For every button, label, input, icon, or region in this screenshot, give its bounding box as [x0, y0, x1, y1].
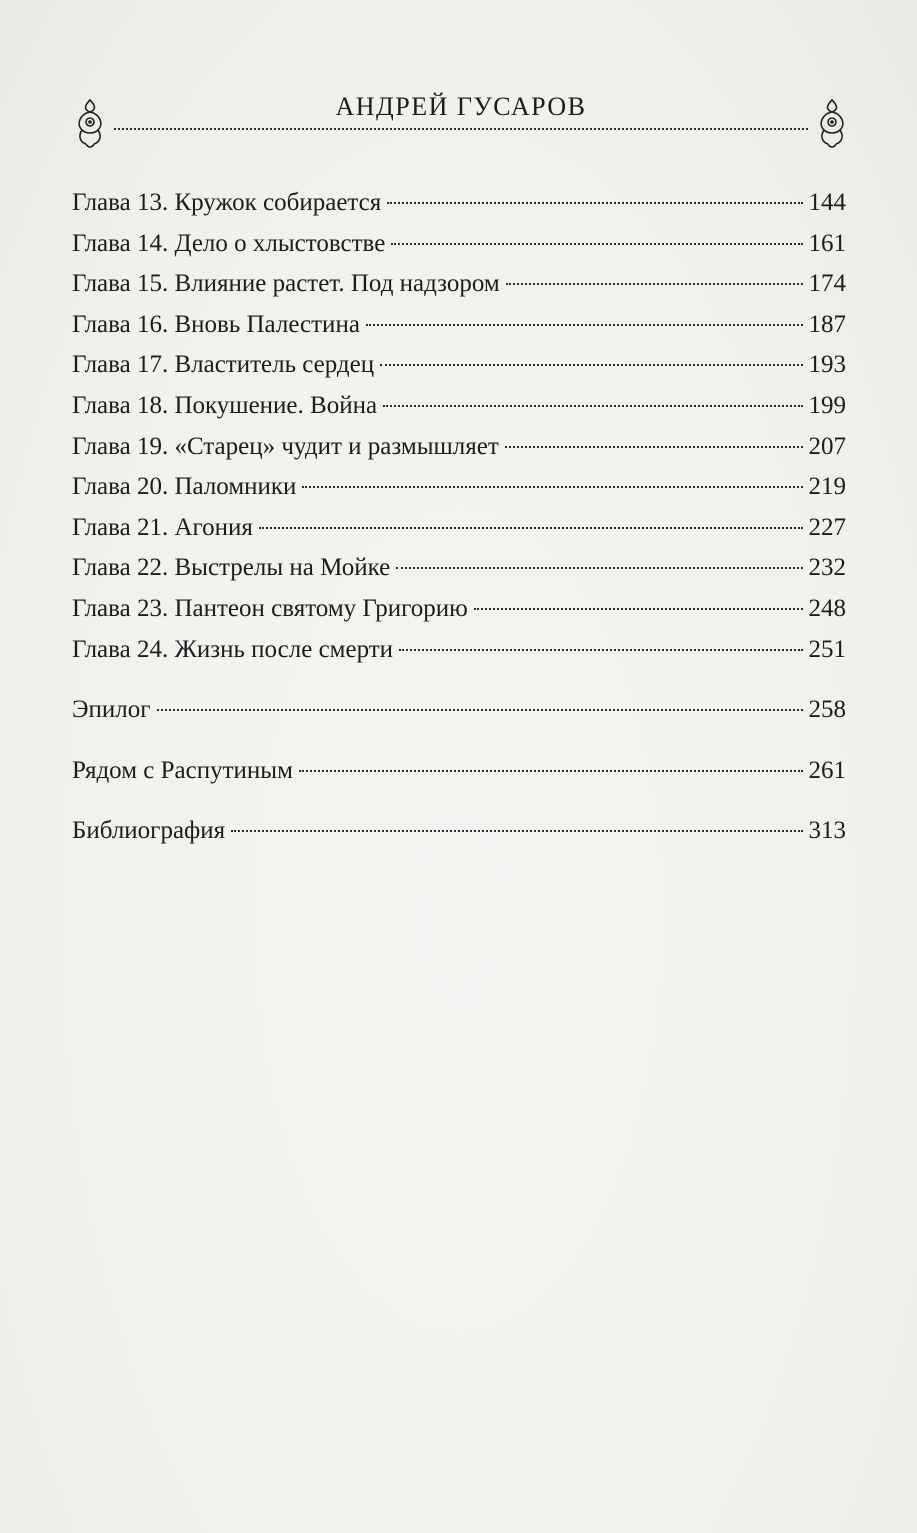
toc-entry-title: Глава 15. Влияние растет. Под надзором	[72, 270, 500, 298]
toc-entry-page-number: 248	[808, 594, 846, 622]
toc-entry-page-number: 258	[808, 696, 846, 724]
dot-leader	[380, 364, 802, 366]
dot-leader	[506, 283, 803, 285]
toc-entry-title: Глава 17. Властитель сердец	[72, 351, 375, 379]
toc-entry[interactable]	[72, 630, 846, 671]
toc-entry[interactable]	[72, 305, 846, 346]
toc-entry[interactable]	[72, 690, 846, 731]
toc-entry-page-number: 219	[808, 473, 846, 501]
toc-entry-page-number: 193	[808, 351, 846, 379]
toc-entry[interactable]	[72, 508, 846, 549]
fleuron-icon	[814, 98, 850, 150]
toc-entry-title: Глава 14. Дело о хлыстовстве	[72, 229, 386, 257]
header-rule	[114, 128, 808, 130]
toc-entry[interactable]	[72, 589, 846, 630]
toc-entry[interactable]	[72, 183, 846, 224]
dot-leader	[391, 243, 802, 245]
toc-entry-page-number: 313	[808, 817, 846, 845]
dot-leader	[505, 446, 803, 448]
toc-entry-page-number: 207	[808, 432, 846, 460]
toc-entry-title: Глава 20. Паломники	[72, 473, 297, 501]
dot-leader	[231, 830, 802, 832]
toc-entry-title: Эпилог	[72, 696, 151, 724]
toc-entry-title: Глава 16. Вновь Палестина	[72, 310, 360, 338]
toc-entry[interactable]	[72, 751, 846, 792]
dot-leader	[259, 527, 803, 529]
dot-leader	[399, 649, 802, 651]
toc-entry-title: Глава 13. Кружок собирается	[72, 189, 382, 216]
toc-entry-page-number: 251	[808, 635, 846, 663]
toc-entry[interactable]	[72, 345, 846, 386]
toc-entry[interactable]	[72, 224, 846, 265]
toc-entry[interactable]	[72, 467, 846, 508]
dot-leader	[299, 770, 803, 772]
dot-leader	[302, 486, 802, 488]
toc-entry[interactable]	[72, 264, 846, 305]
table-of-contents	[72, 183, 846, 852]
toc-entry-page-number: 232	[808, 554, 846, 582]
toc-entry-page-number: 261	[808, 756, 846, 784]
toc-entry-page-number: 161	[808, 229, 846, 257]
page-header	[72, 92, 850, 152]
toc-entry-title: Глава 23. Пантеон святому Григорию	[72, 594, 468, 622]
dot-leader	[474, 608, 803, 610]
dot-leader	[396, 567, 802, 569]
toc-entry-title: Глава 22. Выстрелы на Мойке	[72, 554, 391, 582]
toc-entry-title: Глава 24. Жизнь после смерти	[72, 635, 394, 663]
toc-entry[interactable]	[72, 427, 846, 468]
toc-entry[interactable]	[72, 548, 846, 589]
toc-entry-title: Рядом с Распутиным	[72, 756, 293, 784]
dot-leader	[157, 709, 803, 711]
toc-entry-page-number: 187	[808, 310, 846, 338]
toc-entry-page-number: 174	[808, 270, 846, 298]
toc-entry-title: Глава 18. Покушение. Война	[72, 391, 378, 419]
running-head: АНДРЕЙ ГУСАРОВ	[335, 92, 587, 121]
toc-entry[interactable]	[72, 811, 846, 852]
toc-entry[interactable]	[72, 386, 846, 427]
dot-leader	[366, 324, 803, 326]
toc-entry-title: Глава 21. Агония	[72, 513, 253, 541]
toc-entry-page-number: 199	[808, 391, 846, 419]
toc-entry-title: Глава 19. «Старец» чудит и размышляет	[72, 432, 499, 460]
dot-leader	[383, 405, 802, 407]
dot-leader	[387, 202, 802, 204]
toc-entry-page-number: 227	[808, 513, 846, 541]
toc-entry-page-number: 144	[808, 189, 846, 216]
toc-entry-title: Библиография	[72, 817, 226, 845]
